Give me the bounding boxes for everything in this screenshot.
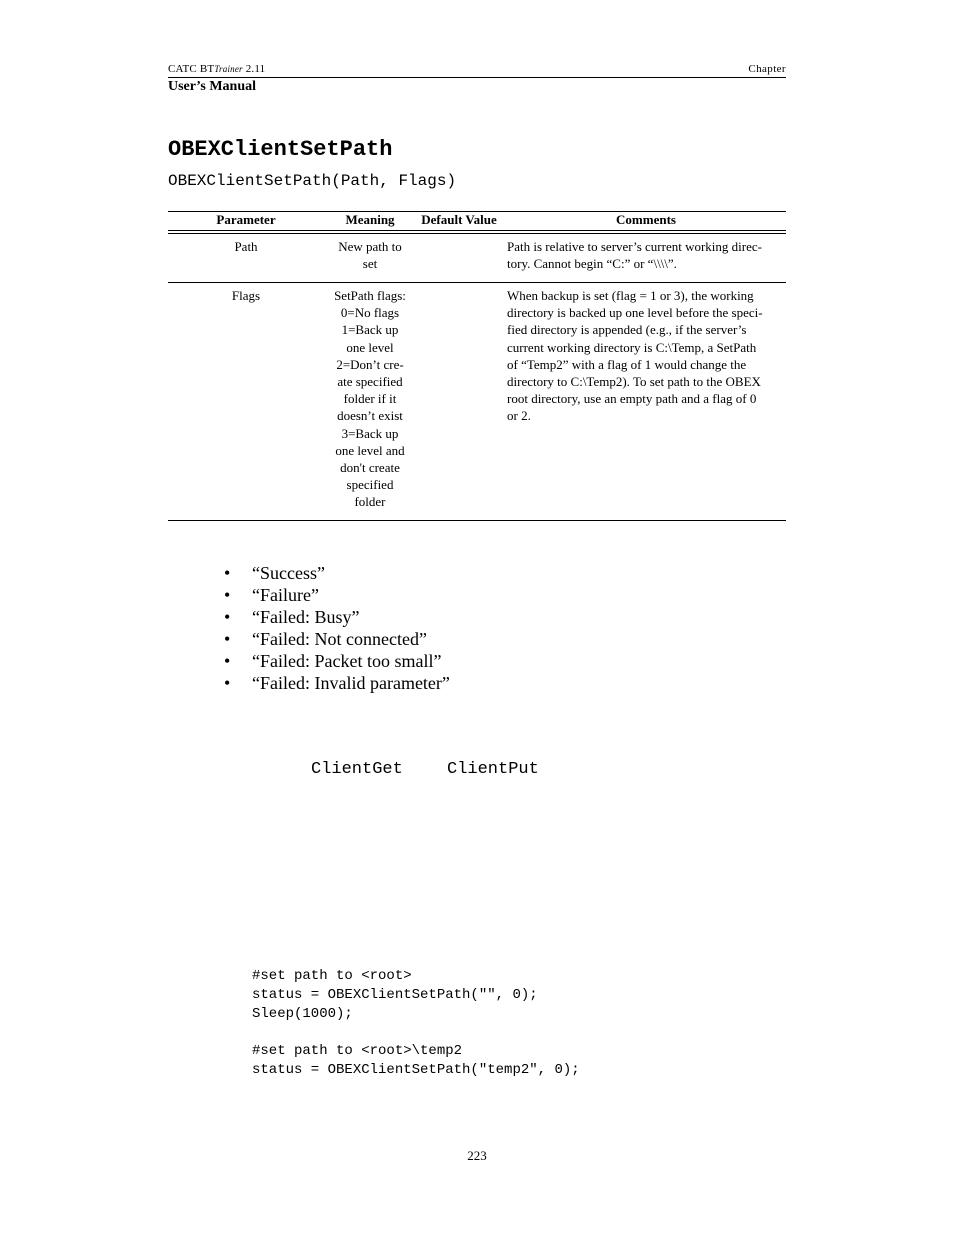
header-rule-1 [168,230,786,231]
col-header-meaning: Meaning [345,212,395,227]
bullet-glyph: • [224,563,231,583]
comment-line: or 2. [507,408,531,424]
table-bottom-rule [168,520,786,521]
meaning-line: 2=Don’t cre- [336,356,404,372]
chapter-label: Chapter [748,63,786,75]
list-item-text: “Success” [252,563,325,583]
meaning-line: doesn’t exist [337,408,403,424]
product-version: 2.11 [242,63,266,75]
list-item [224,584,450,606]
function-syntax: OBEXClientSetPath(Path, Flags) [168,172,457,190]
comment-line: When backup is set (flag = 1 or 3), the working [507,288,754,303]
running-header-chapter [748,63,786,75]
table-cell-comments [507,287,787,425]
table-cell-comments [507,238,787,272]
list-item-text: “Failed: Invalid parameter” [252,673,450,693]
bullet-glyph: • [224,651,231,671]
header-rule [168,77,786,78]
bullet-glyph: • [224,673,231,693]
meaning-line: one level [346,339,394,355]
table-cell-parameter: Path [234,239,258,254]
comment-line: root directory, use an empty path and a flag of 0 [507,391,757,407]
table-cell-parameter: Flags [231,288,261,303]
meaning-line: 3=Back up [341,425,399,441]
inline-code-clientput: ClientPut [447,760,539,779]
meaning-line: 0=No flags [340,305,400,321]
header-rule-2 [168,233,786,234]
meaning-line: folder if it [343,391,397,407]
list-item-text: “Failed: Busy” [252,607,360,627]
meaning-line: one level and [335,442,405,458]
table-cell-meaning [326,238,414,272]
list-item [224,606,450,628]
col-header-default: Default Value [421,212,497,227]
manual-subtitle: User’s Manual [168,79,257,94]
running-header-product [168,63,265,75]
comment-line: fied directory is appended (e.g., if the server’s [507,322,747,338]
comment-line: directory to C:\Temp2). To set path to the OBEX [507,374,761,390]
table-cell-meaning [320,287,420,511]
list-item-text: “Failed: Not connected” [252,629,427,649]
page-number: 223 [467,1148,487,1163]
list-item [224,672,450,694]
product-prefix: CATC BT [168,63,215,75]
bullet-glyph: • [224,629,231,649]
comment-line: tory. Cannot begin “C:” or “\\\\”. [507,256,677,272]
row-divider [168,282,786,283]
meaning-line: 1=Back up [341,322,399,338]
col-header-comments: Comments [616,212,676,227]
meaning-line: New path to [338,239,402,254]
comment-line: of “Temp2” with a flag of 1 would change the [507,356,747,372]
comment-line: directory is backed up one level before the speci- [507,305,763,321]
meaning-line: SetPath flags: [334,288,406,303]
bullet-glyph: • [224,585,231,605]
meaning-line: don't create [340,460,400,476]
meaning-line: folder [354,494,386,510]
meaning-line: ate specified [337,374,403,390]
bullet-glyph: • [224,607,231,627]
list-item [224,650,450,672]
inline-code-clientget: ClientGet [311,760,403,779]
list-item [224,562,450,584]
list-item [224,628,450,650]
function-title: OBEXClientSetPath [168,137,393,162]
col-header-parameter: Parameter [216,212,276,227]
list-item-text: “Failed: Packet too small” [252,651,442,671]
return-values-list [224,562,450,694]
meaning-line: specified [346,477,394,493]
code-example: #set path to <root> status = OBEXClientSetPath("", 0); Sleep(1000); #set path to <root>\temp2 status = OBEXClientSetPath("temp2", 0); [252,968,580,1078]
comment-line: Path is relative to server’s current working direc- [507,239,762,254]
list-item-text: “Failure” [252,585,319,605]
meaning-line: set [362,256,378,272]
product-name: Trainer [214,64,243,74]
comment-line: current working directory is C:\Temp, a SetPath [507,339,757,355]
